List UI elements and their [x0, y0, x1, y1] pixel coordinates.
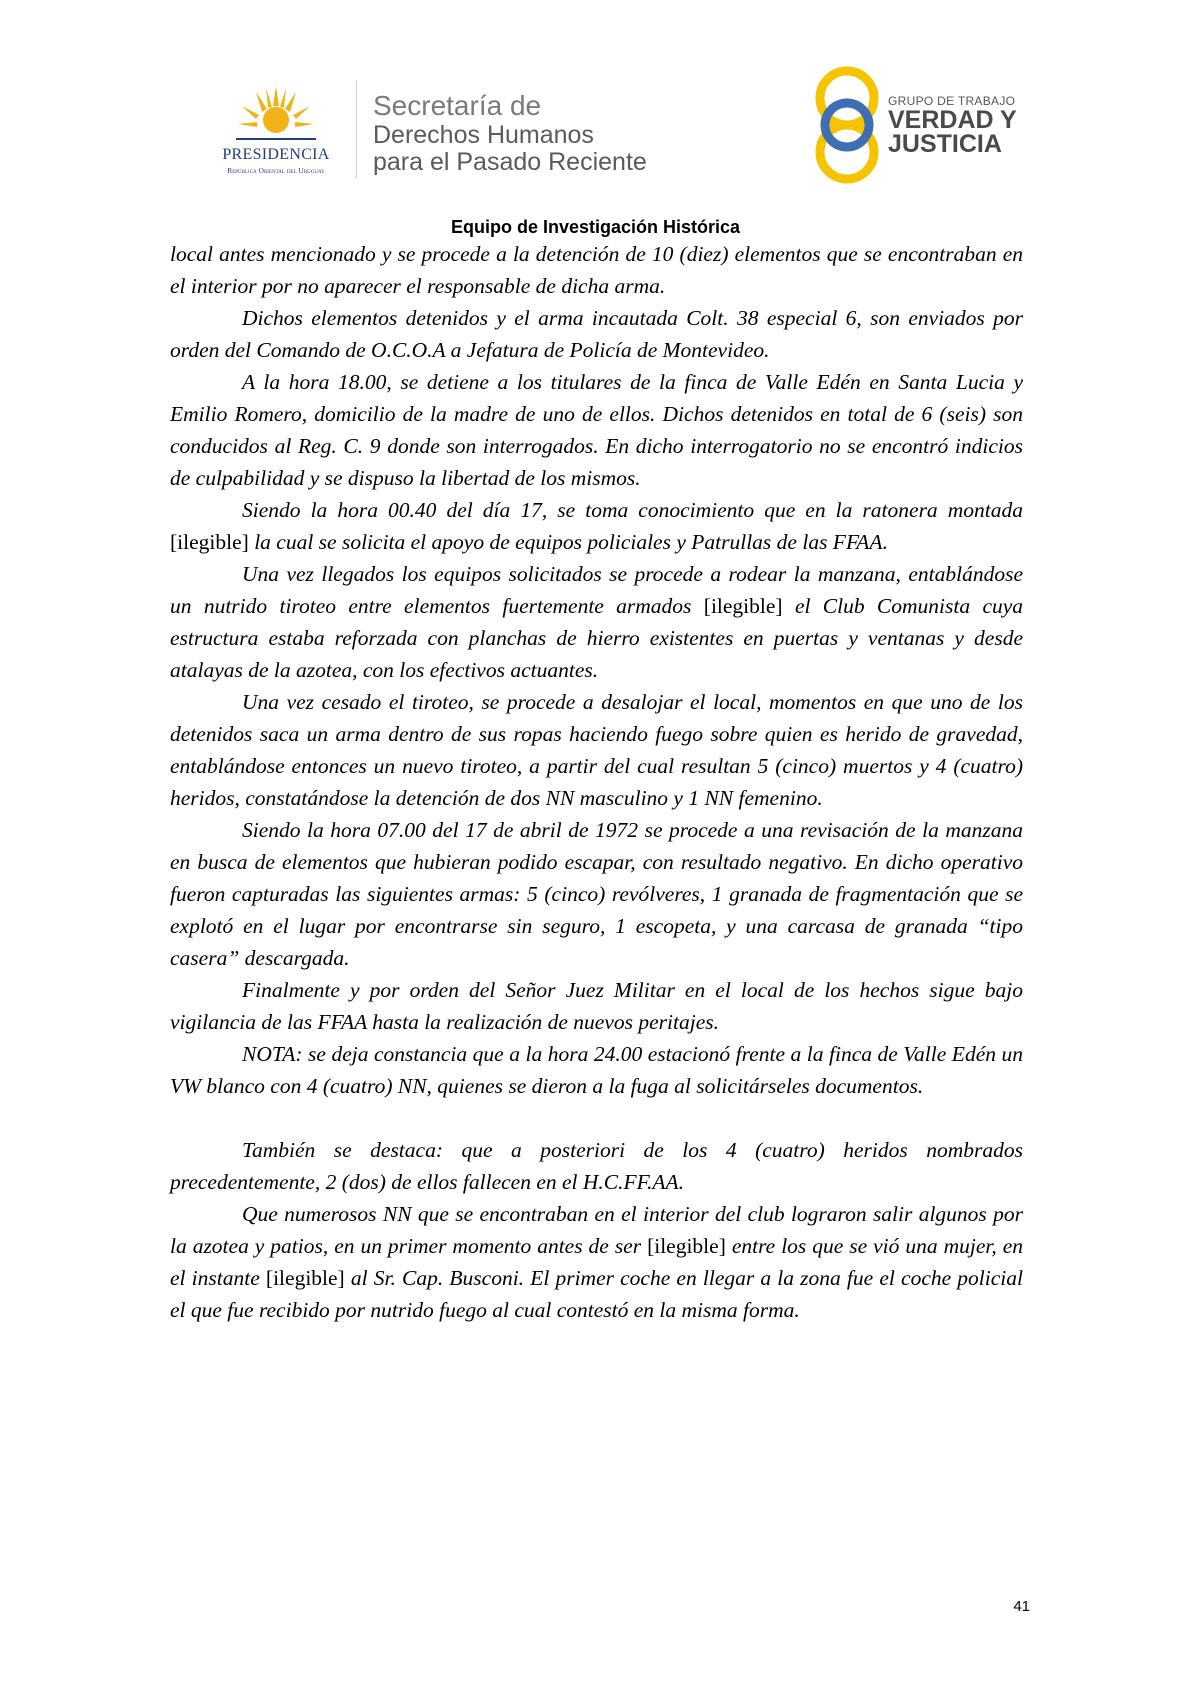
team-title: Equipo de Investigación Histórica — [450, 217, 741, 237]
paragraph-8: Finalmente y por orden del Señor Juez Militar en el local de los hechos sigue bajo vigilancia de las FFAA hasta la realización de nuevos peritajes. — [170, 978, 1023, 1034]
paragraph-1: local antes mencionado y se procede a la detención de 10 (diez) elementos que se encontraban en el interior por no aparecer el responsable de dicha arma. — [170, 242, 1023, 298]
presidencia-name: PRESIDENCIA — [222, 146, 330, 163]
verdad-justicia-logo — [812, 62, 1032, 188]
paragraph-4-part-a: Siendo la hora 00.40 del día 17, se toma conocimiento que en la ratonera montada — [242, 498, 1023, 522]
paragraph-2: Dichos elementos detenidos y el arma incautada Colt. 38 especial 6, son enviados por orden del Comando de O.C.O.A a Jefatura de Policía de Montevideo. — [170, 306, 1023, 362]
gtvj-line-2: VERDAD Y — [888, 106, 1017, 134]
paragraph-3: A la hora 18.00, se detiene a los titulares de la finca de Valle Edén en Santa Lucia y Emilio Romero, domicilio de la madre de uno de ellos. Dichos detenidos en total de 6 (seis) son conducidos al Reg. C. 9 donde son interrogados. En dicho interrogatorio no se encontró indicios de culpabilidad y se dispuso la libertad de los mismos. — [170, 370, 1023, 490]
paragraph-9: NOTA: se deja constancia que a la hora 24.00 estacionó frente a la finca de Valle Edén un VW blanco con 4 (cuatro) NN, quienes se dieron a la fuga al solicitárseles documentos. — [170, 1042, 1023, 1098]
sun-emblem-icon — [236, 84, 316, 142]
illegible-mark: [ilegible] — [265, 1266, 345, 1290]
page-number: 41 — [1013, 1598, 1030, 1615]
paragraph-6: Una vez cesado el tiroteo, se procede a desalojar el local, momentos en que uno de los detenidos saca un arma dentro de sus ropas haciendo fuego sobre quien es herido de gravedad, entablándose entonces un nuevo tiroteo, a partir del cual resultan 5 (cinco) muertos y 4 (cuatro) heridos, constatándose la detención de dos NN masculino y 1 NN femenino. — [170, 690, 1023, 810]
presidencia-subtitle: República Oriental del Uruguay — [227, 166, 325, 175]
presidencia-logo — [196, 84, 356, 176]
secretaria-line-2: Derechos Humanos — [373, 121, 594, 149]
paragraph-11-part-b: entre los que se vió una mujer, en el instante — [170, 1234, 1023, 1290]
secretaria-line-3: para el Pasado Reciente — [373, 148, 647, 176]
illegible-mark: [ilegible] — [647, 1234, 726, 1258]
secretaria-title — [373, 90, 647, 176]
interlocked-rings-icon — [812, 62, 882, 188]
header-divider — [356, 80, 357, 178]
document-body — [170, 238, 1023, 1326]
paragraph-11-part-c: al Sr. Cap. Busconi. El primer coche en llegar a la zona fue el coche policial el que fue recibido por nutrido fuego al cual contestó en la misma forma. — [170, 1266, 1023, 1322]
paragraph-5-part-a: Una vez llegados los equipos solicitados se procede a rodear la manzana, entablándose un nutrido tiroteo entre elementos fuertemente armados — [170, 562, 1023, 618]
gtvj-line-1: GRUPO DE TRABAJO — [888, 94, 1016, 108]
paragraph-4 — [170, 494, 1023, 558]
illegible-mark: [ilegible] — [703, 594, 783, 618]
paragraph-7: Siendo la hora 07.00 del 17 de abril de 1972 se procede a una revisación de la manzana en busca de elementos que hubieran podido escapar, con resultado negativo. En dicho operativo fueron capturadas las siguientes armas: 5 (cinco) revólveres, 1 granada de fragmentación que se explotó en el lugar por encontrarse sin seguro, 1 escopeta, y una carcasa de granada “tipo casera” descargada. — [170, 818, 1023, 970]
gtvj-line-3: JUSTICIA — [888, 130, 1002, 158]
paragraph-10: También se destaca: que a posteriori de los 4 (cuatro) heridos nombrados precedentemente, 2 (dos) de ellos fallecen en el H.C.FF.AA. — [170, 1138, 1023, 1194]
paragraph-11-part-a: Que numerosos NN que se encontraban en el interior del club lograron salir algunos por la azotea y patios, en un primer momento antes de ser — [170, 1202, 1023, 1258]
paragraph-11 — [170, 1198, 1023, 1326]
illegible-mark: [ilegible] — [170, 530, 249, 554]
paragraph-5-part-b: el Club Comunista cuya estructura estaba reforzada con planchas de hierro existentes en puertas y ventanas y desde atalayas de la azotea, con los efectivos actuantes. — [170, 594, 1024, 682]
paragraph-4-part-b: la cual se solicita el apoyo de equipos policiales y Patrullas de las FFAA. — [254, 530, 888, 554]
paragraph-5 — [170, 558, 1023, 686]
secretaria-line-1: Secretaría de — [373, 90, 542, 121]
